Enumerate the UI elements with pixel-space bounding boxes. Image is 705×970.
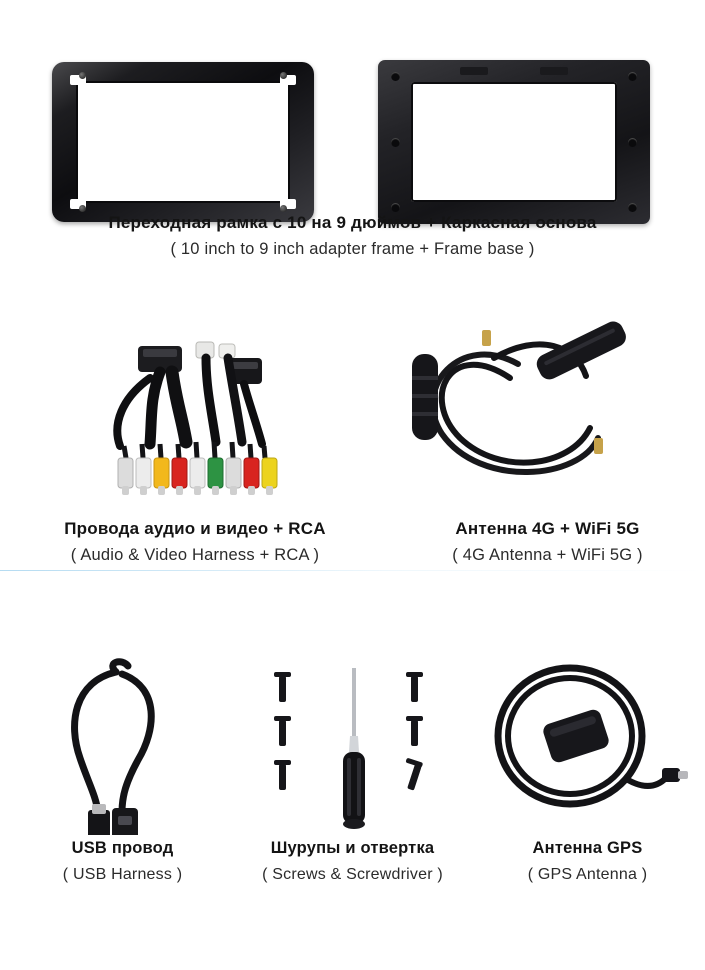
gps-antenna-illustration [470,640,705,835]
frame-base-hole [391,203,400,212]
frame-base-tab [460,67,488,75]
frame-screw-icon [79,72,86,79]
screws-column [235,640,470,883]
harness-captions [0,518,390,567]
frame-base-photo [378,60,650,224]
screws-captions [235,838,470,885]
section-frames [0,0,705,300]
screwdriver-illustration [235,640,470,835]
frames-caption-en: ( 10 inch to 9 inch adapter frame + Frame base ) [170,240,535,259]
harness-caption-en: ( Audio & Video Harness + RCA ) [70,546,320,565]
gps-caption-ru: Антенна GPS [532,839,643,857]
gps-captions [470,838,705,885]
frame-base-hole [391,72,400,81]
usb-illustration [10,640,235,835]
frame-screw-icon [280,72,287,79]
usb-caption-ru: USB провод [71,839,174,857]
harness-illustration [0,318,390,508]
gps-photo [470,640,705,835]
harness-photo [0,318,390,508]
frames-row [0,30,705,200]
usb-captions [10,838,235,885]
antenna4g-photo [390,318,705,508]
section-harness-antenna [0,318,705,608]
frames-caption-ru: Переходная рамка с 10 на 9 дюймов + Каркасная основа [108,213,597,232]
frame-screw-icon [280,205,287,212]
gps-caption-en: ( GPS Antenna ) [527,865,648,883]
harness-caption-ru: Провода аудио и видео + RCA [64,519,326,538]
section-accessories [0,640,705,930]
antenna4g-caption-en: ( 4G Antenna + WiFi 5G ) [452,546,643,565]
frame-base-hole [628,203,637,212]
frames-captions [0,212,705,261]
frame-base-hole [391,138,400,147]
usb-photo [10,640,235,835]
screws-photo [235,640,470,835]
decorative-hairline [0,570,705,571]
usb-column [10,640,235,883]
frame-base-tab [540,67,568,75]
antenna4g-column [390,318,705,565]
frame-screw-icon [79,205,86,212]
antenna4g-illustration [390,318,705,508]
frame-base-hole [628,72,637,81]
screws-caption-en: ( Screws & Screwdriver ) [262,865,443,883]
usb-caption-en: ( USB Harness ) [62,865,183,883]
harness-column [0,318,390,565]
screws-caption-ru: Шурупы и отвертка [270,839,435,857]
antenna4g-captions [390,518,705,567]
frame-base-hole [628,138,637,147]
antenna4g-caption-ru: Антенна 4G + WiFi 5G [455,519,640,538]
gps-column [470,640,705,883]
adapter-frame-photo [52,62,314,222]
